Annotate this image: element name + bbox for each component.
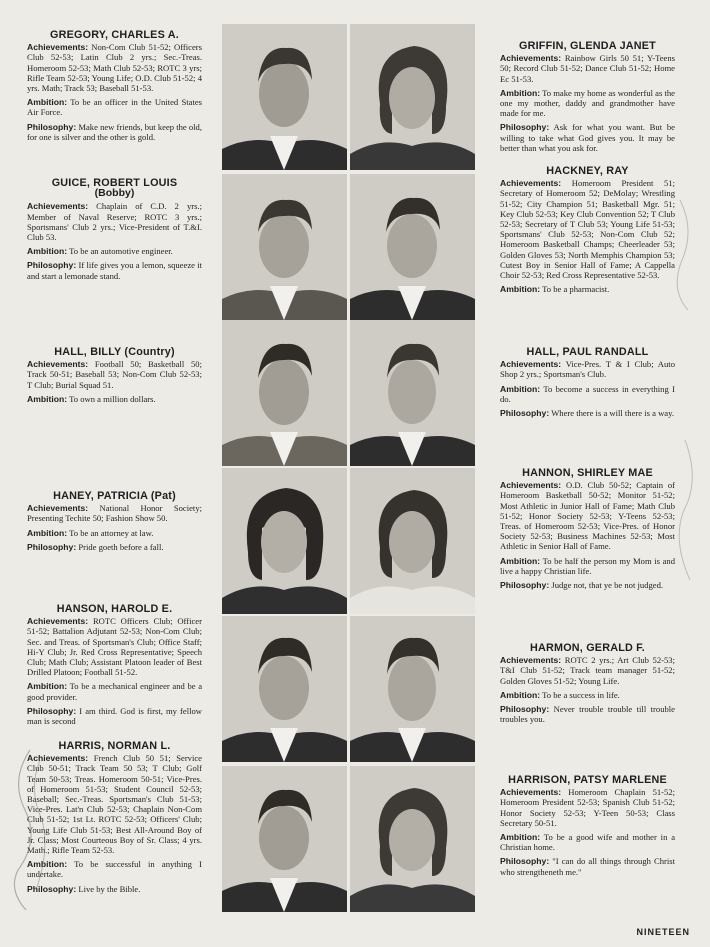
ambition: Ambition: To own a million dollars. [27,393,156,404]
boy-portrait [222,24,347,170]
portrait-photo [222,174,347,320]
achievements: Achievements: O.D. Club 50-52; Captain of Homeroom Basketball 50-52; Monitor 51-52; Most Athletic in Junior Hall of Fame; Math Club 51-52; Honor Society 52-53; Y-Teens 52-53; Treas. of Homeroom 52-53; Vice-Pres. of Honor Society 52-53; Business Machines 52-53; Most Athletic in Senior Hall of Fame. [500,480,675,552]
ambition: Ambition: To be successful in anything I undertake. [27,859,202,880]
boy-portrait [350,174,475,320]
student-name: HARRIS, NORMAN L. [58,740,171,752]
portrait-photo [222,468,347,614]
ambition: Ambition: To become a success in everything I do. [500,383,675,404]
boy-portrait [350,320,475,466]
girl-portrait [350,468,475,614]
achievements: Achievements: Vice-Pres. T & I Club; Auto Shop 2 yrs.; Sportsman's Club. [500,359,675,380]
philosophy: Philosophy: "I can do all things through Christ who strengtheneth me." [500,856,676,877]
ambition: Ambition: To be a good wife and mother in a Christian home. [500,832,676,853]
boy-portrait [350,616,475,762]
boy-portrait [222,320,347,466]
philosophy: Philosophy: I am third. God is first, my fellow man is second [27,705,202,727]
senior-entry [27,178,202,285]
achievements: Achievements: ROTC 2 yrs.; Art Club 52-53; T&I Club 51-52; Track team manager 51-52; Golden Gloves 51-52; Young Life. [500,655,675,686]
achievements: Achievements: Chaplain of C.D. 2 yrs.; Member of Naval Reserve; ROTC 3 yrs.; Sportsmans' Club 2 yrs.; Vice-President of T.&I. Club 53. [27,201,202,243]
philosophy: Philosophy: Ask for what you want. But be willing to take what God gives you. It may be better than what you ask for. [500,122,675,153]
philosophy: Philosophy: Live by the Bible. [27,883,141,894]
portrait-photo [350,174,475,320]
philosophy: Philosophy: If life gives you a lemon, squeeze it and start a lemonade stand. [27,260,202,281]
student-name: GUICE, ROBERT LOUIS [51,177,178,189]
student-name: GREGORY, CHARLES A. [50,29,179,41]
senior-entry [500,775,675,881]
senior-entry [27,741,202,898]
girl-portrait [222,468,347,614]
portrait-photo [350,468,475,614]
philosophy: Philosophy: Judge not, that ye be not judged. [500,580,664,591]
senior-entry [27,30,202,146]
ambition: Ambition: To be a success in life. [500,689,620,700]
philosophy: Philosophy: Never trouble trouble till trouble troubles you. [500,704,675,725]
boy-portrait [222,766,347,912]
portrait-photo [350,616,475,762]
portrait-photo [222,616,347,762]
student-name: HANEY, PATRICIA (Pat) [53,490,176,502]
ambition: Ambition: To be an attorney at law. [27,527,154,538]
student-name: HALL, BILLY (Country) [54,346,175,358]
student-name: HALL, PAUL RANDALL [526,346,649,358]
student-nickname: (Bobby) [94,187,135,200]
ambition: Ambition: To be an automotive engineer. [27,246,173,257]
senior-entry [27,491,202,556]
student-name: HARRISON, PATSY MARLENE [508,774,667,786]
student-name: HANNON, SHIRLEY MAE [522,467,653,479]
achievements: Achievements: Homeroom President 51; Secretary of Homeroom 52; DeMolay; Wrestling 51-52; City Champion 51; Basketball Mgr. 51; Key Club 52-53; Key Club Convention 52; T Club 52-53; Secretary of T Club 53; Young Life 51-53; Sportsmans' Club 52-53; Non-Com Club 52; Homeroom Basketball Champs; Cheerleader 53; Golden Gloves 53; North Memphis Champion 53; Cutest Boy in Senior Hall of Fame; A Cappella Choir 52-53; Red Cross Representative 52-53. [500,178,676,281]
achievements: Achievements: National Honor Society; Presenting Techite 50; Fashion Show 50. [27,503,203,524]
portrait-photo [350,320,475,466]
student-name: HACKNEY, RAY [546,165,629,177]
student-name: HARMON, GERALD F. [530,642,645,654]
achievements: Achievements: Rainbow Girls 50 51; Y-Teens 50; Record Club 51-52; Dance Club 51-52; Home Ec 51-53. [500,53,675,84]
philosophy: Philosophy: Where there is a will there is a way. [500,408,674,419]
ambition: Ambition: To be half the person my Mom is and live a happy Christian life. [500,555,675,576]
portrait-photo [350,24,475,170]
student-name: HANSON, HAROLD E. [56,603,173,615]
achievements: Achievements: Homeroom Chaplain 51-52; Homeroom President 52-53; Spanish Club 51-52; Honor Society 52-53; Y-Teen 50-53; Class Secretary 50-51. [500,787,676,828]
ambition: Ambition: To make my home as wonderful as the one my mother, daddy and grandmother have made for me. [500,87,675,119]
senior-entry [500,347,675,422]
senior-entry [500,468,675,594]
boy-portrait [222,616,347,762]
girl-portrait [350,766,475,912]
senior-entry [500,166,675,298]
philosophy: Philosophy: Pride goeth before a fall. [27,541,164,552]
portrait-photo [222,766,347,912]
ambition: Ambition: To be a mechanical engineer and be a good provider. [27,681,203,702]
senior-entry [27,347,202,408]
achievements: Achievements: Football 50; Basketball 50; Track 50-51; Baseball 53; Non-Com Club 52-53; T Club; Burial Squad 51. [27,359,202,390]
portrait-photo [222,24,347,170]
boy-portrait [222,174,347,320]
ambition: Ambition: To be an officer in the United States Air Force. [27,97,202,118]
girl-portrait [350,24,475,170]
achievements: Achievements: French Club 50 51; Service Club 50-51; Track Team 50 53; T Club; Golf Team 50-53; Treas. Homeroom 50-51; Vice-Pres. of Homeroom 51-53; Student Council 52-53; Baseball; Sec.-Treas. Sportsman's Club 51-53; Vice-Pres. Lat'n Club 52-53; Chaplain Non-Com Club 51-52; 1st Lt. ROTC 52-53; Officers' Club; Young Life Club 51-53; Best All-Around Boy of Jr. Class; Most Courteous Boy of Sr. Class; 4 yrs. Math.; Rifle Team 52-53. [27,753,202,856]
achievements: Achievements: Non-Com Club 51-52; Officers Club 52-53; Latin Club 2 yrs.; Sec.-Treas. Homeroom 52-53; Math Club 52-53; ROTC 3 yrs; Rifle Team 52-53; Young Life; O.D. Club 51-52; 4 yrs. Math; Track 53; Baseball 51-53. [27,42,203,94]
portrait-photo [222,320,347,466]
senior-entry [27,604,202,730]
achievements: Achievements: ROTC Officers Club; Officer 51-52; Battalion Adjutant 52-53; Non-Com Club; Sec. and Treas. of Sportsman's Club; Office Staff; Hi-Y Club; Jr. Red Cross Representative; Speech Club; Math Club; Assistant Platoon leader of Best Drilled Platoon; Football 51-52. [27,616,202,678]
philosophy: Philosophy: Make new friends, but keep the old, for one is silver and the other is gold. [27,121,202,142]
ambition: Ambition: To be a pharmacist. [500,284,610,295]
portrait-photo [350,766,475,912]
student-name: GRIFFIN, GLENDA JANET [519,40,656,52]
senior-entry [500,643,675,728]
senior-entry [500,41,675,157]
page-number: NINETEEN [636,927,690,937]
